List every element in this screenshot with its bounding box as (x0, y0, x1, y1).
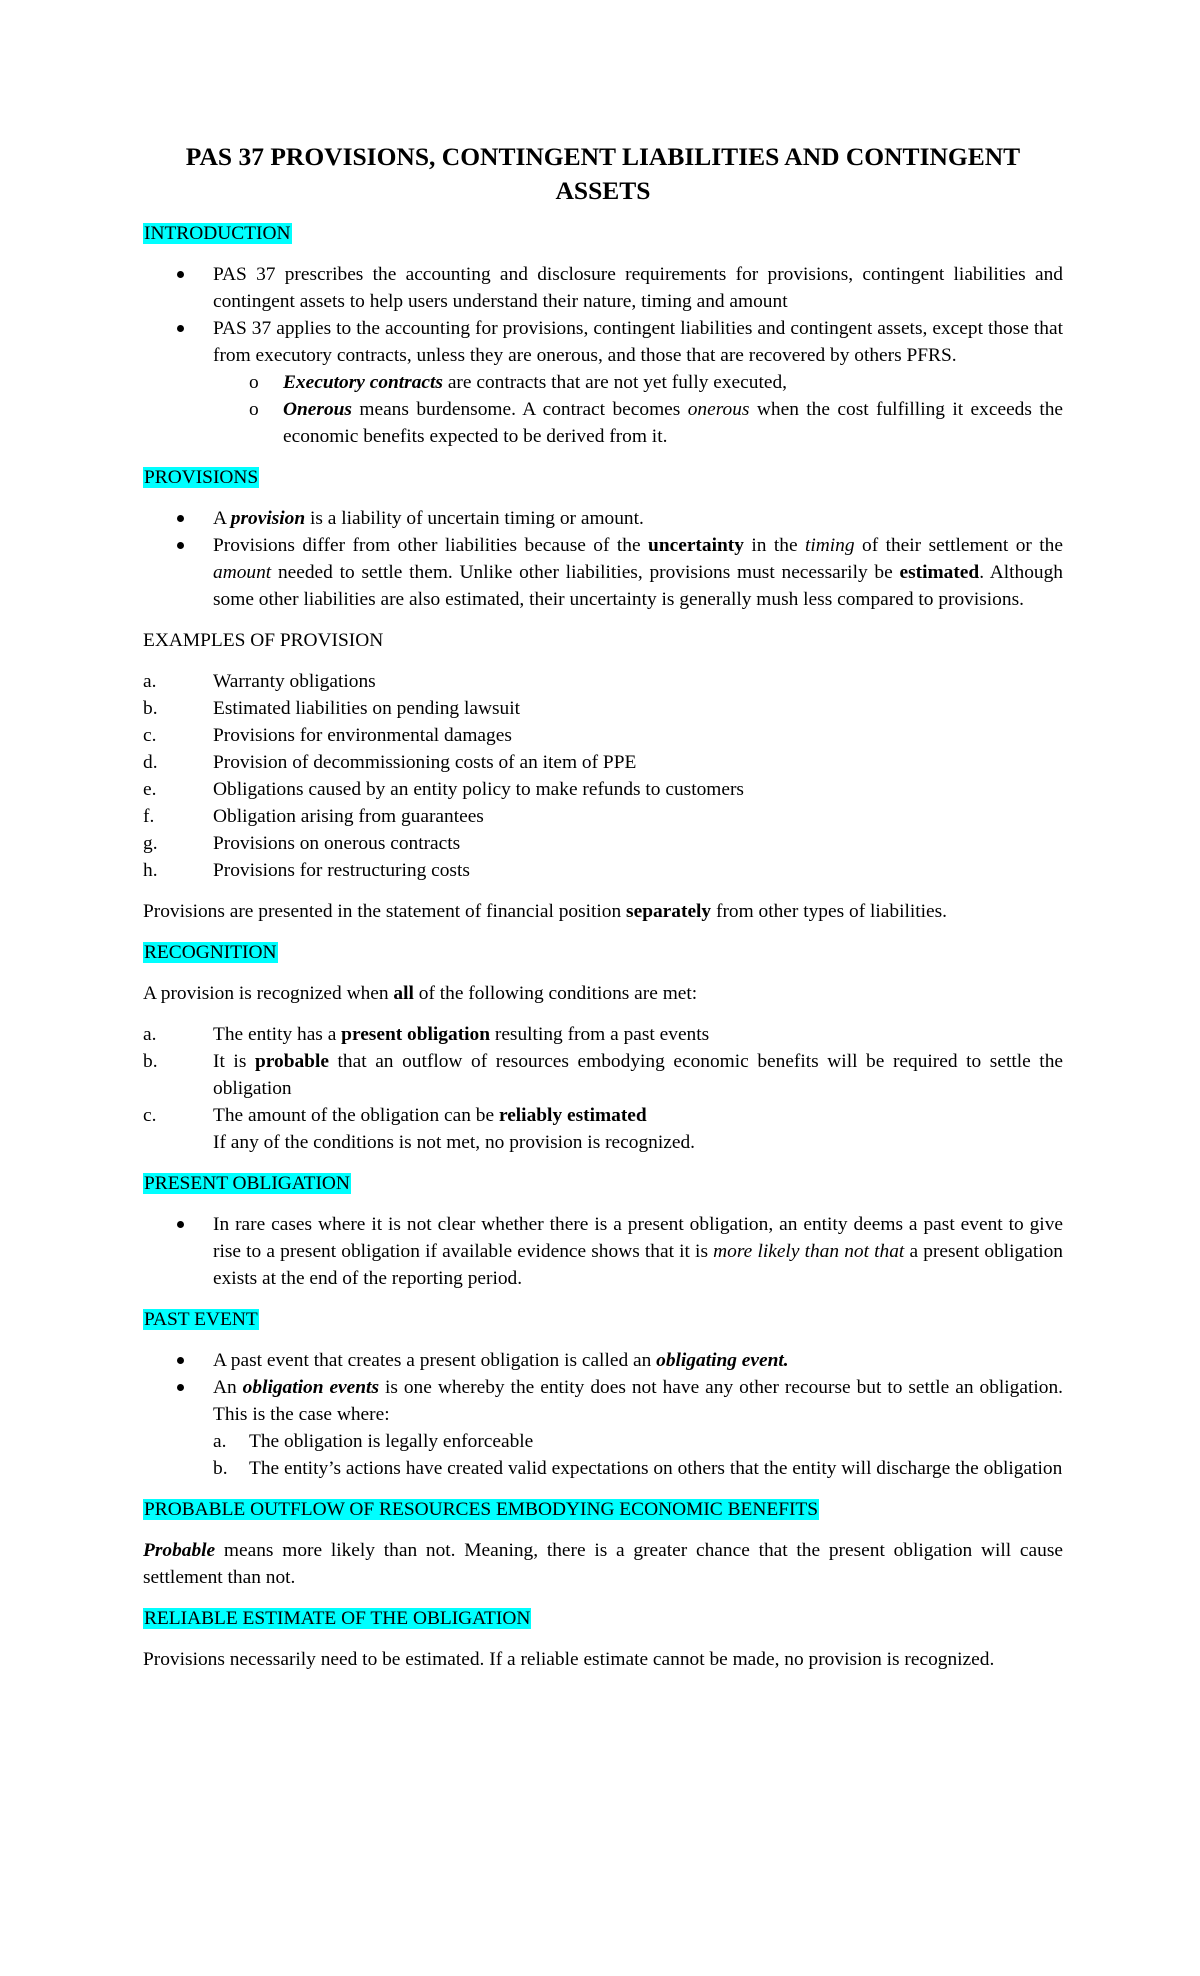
italic-amount: amount (213, 562, 272, 583)
list-item-text: resulting from a past events (490, 1024, 710, 1045)
list-marker: b. (213, 1458, 228, 1479)
list-item-text: Provisions for environmental damages (213, 725, 512, 746)
list-item-text: that an outflow of resources embodying economic benefits will be required to settle the obligation (213, 1051, 1063, 1099)
examples-list (143, 668, 1063, 884)
recognition-conditions-list (143, 1021, 1063, 1156)
list-marker: c. (143, 1105, 157, 1126)
condition-a (143, 1021, 1063, 1048)
sub-item-onerous (213, 396, 1063, 450)
sub-item-text: are contracts that are not yet fully executed, (442, 372, 787, 393)
list-marker: b. (143, 698, 158, 719)
recognition-heading-text: RECOGNITION (144, 942, 277, 963)
sub-item-executory-contracts (213, 369, 1063, 396)
probable-paragraph (143, 1537, 1063, 1591)
document-page (143, 140, 1063, 1687)
bullet-text: A past event that creates a present obligation is called an (213, 1350, 657, 1371)
past-event-sub-list (213, 1428, 1063, 1482)
bullet-text: In rare cases where it is not clear whether there is a present obligation, an entity deems a past event to give rise to a present obligation if available evidence shows that it is (213, 1214, 1063, 1262)
past-event-bullet-2 (143, 1374, 1063, 1482)
section-heading-present-obligation (143, 1170, 1063, 1197)
list-marker: h. (143, 860, 158, 881)
section-heading-recognition (143, 939, 1063, 966)
introduction-bullet-1 (143, 261, 1063, 315)
section-heading-probable-outflow (143, 1496, 1063, 1523)
provisions-heading-text: PROVISIONS (144, 467, 259, 488)
present-obligation-heading-text: PRESENT OBLIGATION (144, 1173, 350, 1194)
bullet-text: A (213, 508, 231, 529)
list-item-text: The entity’s actions have created valid expectations on others that the entity will discharge the obligation (249, 1458, 1063, 1479)
bullet-text: is a liability of uncertain timing or amount. (305, 508, 644, 529)
list-marker: a. (213, 1431, 227, 1452)
term-provision: provision (230, 508, 306, 529)
list-item (143, 803, 1063, 830)
provisions-bullet-list (143, 505, 1063, 613)
bullet-text: PAS 37 applies to the accounting for provisions, contingent liabilities and contingent assets, except those that from executory contracts, unless they are onerous, and those that are recovered by others PFRS. (213, 318, 1063, 366)
bullet-text: . Although some other liabilities are also estimated, their uncertainty is generally mush less compared to provisions. (213, 562, 1063, 610)
bold-present-obligation: present obligation (341, 1024, 491, 1045)
list-item (143, 749, 1063, 776)
past-event-bullet-1 (143, 1347, 1063, 1374)
bullet-text: in the (743, 535, 805, 556)
recognition-note: If any of the conditions is not met, no provision is recognized. (213, 1132, 695, 1153)
section-heading-examples: EXAMPLES OF PROVISION (143, 630, 384, 651)
list-item (143, 722, 1063, 749)
list-item-text: Provisions on onerous contracts (213, 833, 461, 854)
sub-item-text: when the cost fulfilling it exceeds the economic benefits expected to be derived from it. (283, 399, 1064, 447)
list-item (213, 1455, 1063, 1482)
section-heading-reliable-estimate (143, 1605, 1063, 1632)
section-heading-provisions (143, 464, 1063, 491)
bold-all: all (393, 983, 414, 1004)
list-item-text: It is (213, 1051, 255, 1072)
bullet-text: of their settlement or the (854, 535, 1063, 556)
list-item (143, 668, 1063, 695)
list-item-text: Obligations caused by an entity policy to make refunds to customers (213, 779, 744, 800)
bullet-text: is one whereby the entity does not have any other recourse but to settle an obligation. This is the case where: (213, 1377, 1064, 1425)
bullet-text: a present obligation exists at the end of the reporting period. (213, 1241, 1064, 1289)
paragraph-text: of the following conditions are met: (413, 983, 698, 1004)
italic-onerous: onerous (687, 399, 750, 420)
introduction-heading-text: INTRODUCTION (144, 223, 291, 244)
condition-c (143, 1102, 1063, 1156)
present-obligation-bullet-list (143, 1211, 1063, 1292)
term-obligating-event: obligating event. (656, 1350, 789, 1371)
reliable-estimate-paragraph: Provisions necessarily need to be estimated. If a reliable estimate cannot be made, no provision is recognized. (143, 1649, 995, 1670)
bullet-text: An (213, 1377, 243, 1398)
sub-bullet-marker: o (249, 372, 259, 393)
term-onerous: Onerous (283, 399, 352, 420)
section-heading-introduction (143, 220, 1063, 247)
paragraph-text: A provision is recognized when (143, 983, 394, 1004)
list-item (213, 1428, 1063, 1455)
list-item-text: The obligation is legally enforceable (249, 1431, 534, 1452)
recognition-intro-paragraph (143, 980, 1063, 1007)
sub-item-text: means burdensome. A contract becomes (351, 399, 688, 420)
condition-b (143, 1048, 1063, 1102)
bullet-text: needed to settle them. Unlike other liabilities, provisions must necessarily be (271, 562, 900, 583)
term-obligation-events: obligation events (242, 1377, 379, 1398)
introduction-bullet-list (143, 261, 1063, 450)
past-event-heading-text: PAST EVENT (144, 1309, 258, 1330)
list-item-text: Provision of decommissioning costs of an item of PPE (213, 752, 637, 773)
list-marker: a. (143, 671, 157, 692)
list-item (143, 857, 1063, 884)
document-title: PAS 37 PROVISIONS, CONTINGENT LIABILITIES AND CONTINGENT ASSETS (185, 142, 1021, 205)
italic-timing: timing (805, 535, 855, 556)
bold-uncertainty: uncertainty (648, 535, 744, 556)
list-item-text: Obligation arising from guarantees (213, 806, 484, 827)
list-marker: f. (143, 806, 155, 827)
list-item-text: Warranty obligations (213, 671, 376, 692)
provisions-bullet-2 (143, 532, 1063, 613)
paragraph-text: Provisions are presented in the statement of financial position (143, 901, 627, 922)
paragraph-text: means more likely than not. Meaning, there is a greater chance that the present obligation will cause settlement than not. (143, 1540, 1063, 1588)
reliable-estimate-heading-text: RELIABLE ESTIMATE OF THE OBLIGATION (144, 1608, 531, 1629)
list-item (143, 776, 1063, 803)
examples-footnote-paragraph (143, 898, 1063, 925)
term-probable: Probable (143, 1540, 216, 1561)
list-item (143, 695, 1063, 722)
bold-separately: separately (626, 901, 712, 922)
list-item-text: The amount of the obligation can be (213, 1105, 499, 1126)
list-item-text: Estimated liabilities on pending lawsuit (213, 698, 520, 719)
list-marker: b. (143, 1051, 158, 1072)
section-heading-past-event (143, 1306, 1063, 1333)
term-executory-contracts: Executory contracts (283, 372, 443, 393)
list-marker: g. (143, 833, 158, 854)
probable-outflow-heading-text: PROBABLE OUTFLOW OF RESOURCES EMBODYING ECONOMIC BENEFITS (144, 1499, 819, 1520)
list-item-text: Provisions for restructuring costs (213, 860, 470, 881)
introduction-bullet-2 (143, 315, 1063, 450)
introduction-sub-list (213, 369, 1063, 450)
list-marker: c. (143, 725, 157, 746)
bold-estimated: estimated (899, 562, 980, 583)
list-marker: d. (143, 752, 158, 773)
list-marker: e. (143, 779, 157, 800)
list-item-text: The entity has a (213, 1024, 342, 1045)
sub-bullet-marker: o (249, 399, 259, 420)
bullet-text: Provisions differ from other liabilities because of the (213, 535, 649, 556)
italic-more-likely: more likely than not that (713, 1241, 905, 1262)
past-event-bullet-list (143, 1347, 1063, 1482)
list-item (143, 830, 1063, 857)
bold-reliably-estimated: reliably estimated (498, 1105, 647, 1126)
bullet-text: PAS 37 prescribes the accounting and disclosure requirements for provisions, contingent liabilities and contingent assets to help users understand their nature, timing and amount (213, 264, 1063, 312)
paragraph-text: from other types of liabilities. (711, 901, 948, 922)
list-marker: a. (143, 1024, 157, 1045)
bold-probable: probable (254, 1051, 329, 1072)
provisions-bullet-1 (143, 505, 1063, 532)
present-obligation-bullet-1 (143, 1211, 1063, 1292)
